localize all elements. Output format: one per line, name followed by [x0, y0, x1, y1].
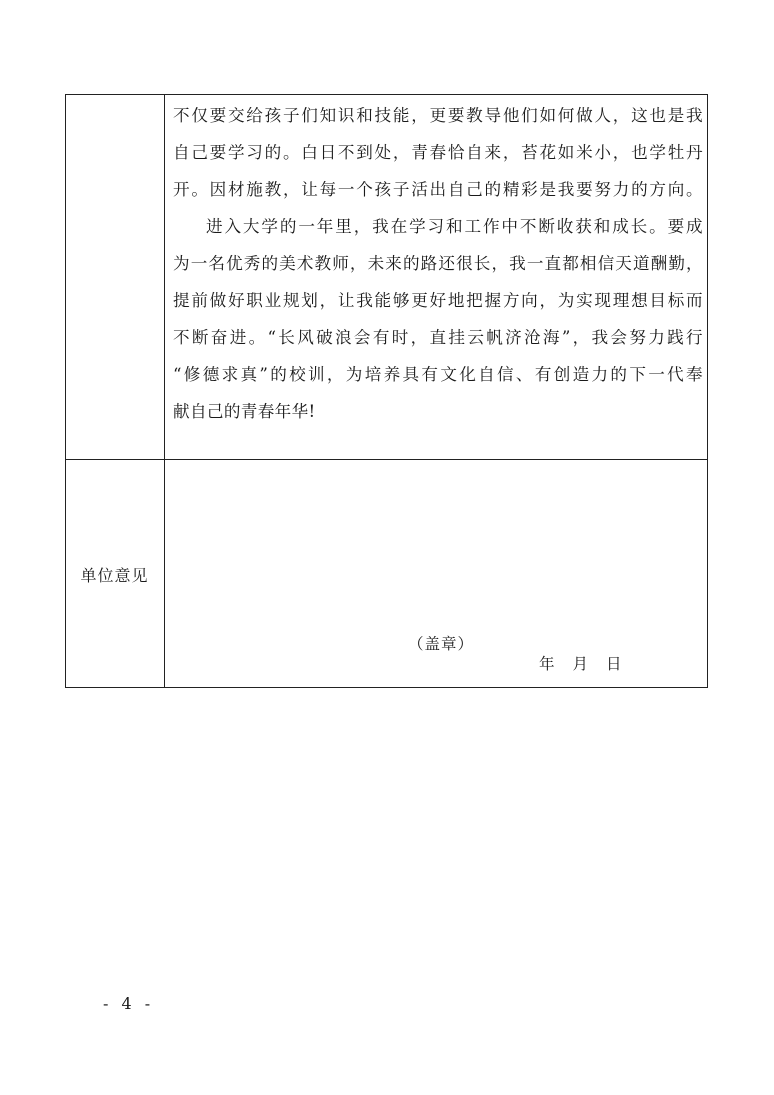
- day-label: 日: [606, 655, 622, 673]
- essay-line: 开。因材施教，让每一个孩子活出自己的精彩是我要努力的方向。: [173, 180, 703, 199]
- essay-text-cell: [173, 97, 703, 430]
- essay-line: “修德求真”的校训，为培养具有文化自信、有创造力的下一代奉: [173, 365, 703, 384]
- unit-opinion-label: 单位意见: [80, 566, 149, 585]
- year-label: 年: [539, 655, 555, 673]
- table-row-divider: [65, 459, 708, 460]
- essay-line: 进入大学的一年里，我在学习和工作中不断收获和成长。要成: [206, 217, 703, 236]
- table-column-divider: [164, 94, 165, 688]
- essay-line: 自己要学习的。白日不到处，青春恰自来，苔花如米小，也学牡丹: [173, 143, 703, 162]
- essay-line: 提前做好职业规划，让我能够更好地把握方向，为实现理想目标而: [173, 291, 703, 310]
- seal-text: （盖章）: [408, 635, 475, 653]
- essay-line: 不断奋进。“长风破浪会有时，直挂云帆济沧海”，我会努力践行: [173, 328, 703, 347]
- page-number: - 4 -: [103, 994, 155, 1013]
- essay-line: 献自己的青春年华!: [173, 402, 316, 421]
- month-label: 月: [572, 655, 589, 673]
- essay-line: 不仅要交给孩子们知识和技能，更要教导他们如何做人，这也是我: [173, 106, 703, 125]
- essay-line: 为一名优秀的美术教师，未来的路还很长，我一直都相信天道酬勤，: [173, 254, 703, 273]
- date-line: [539, 652, 622, 674]
